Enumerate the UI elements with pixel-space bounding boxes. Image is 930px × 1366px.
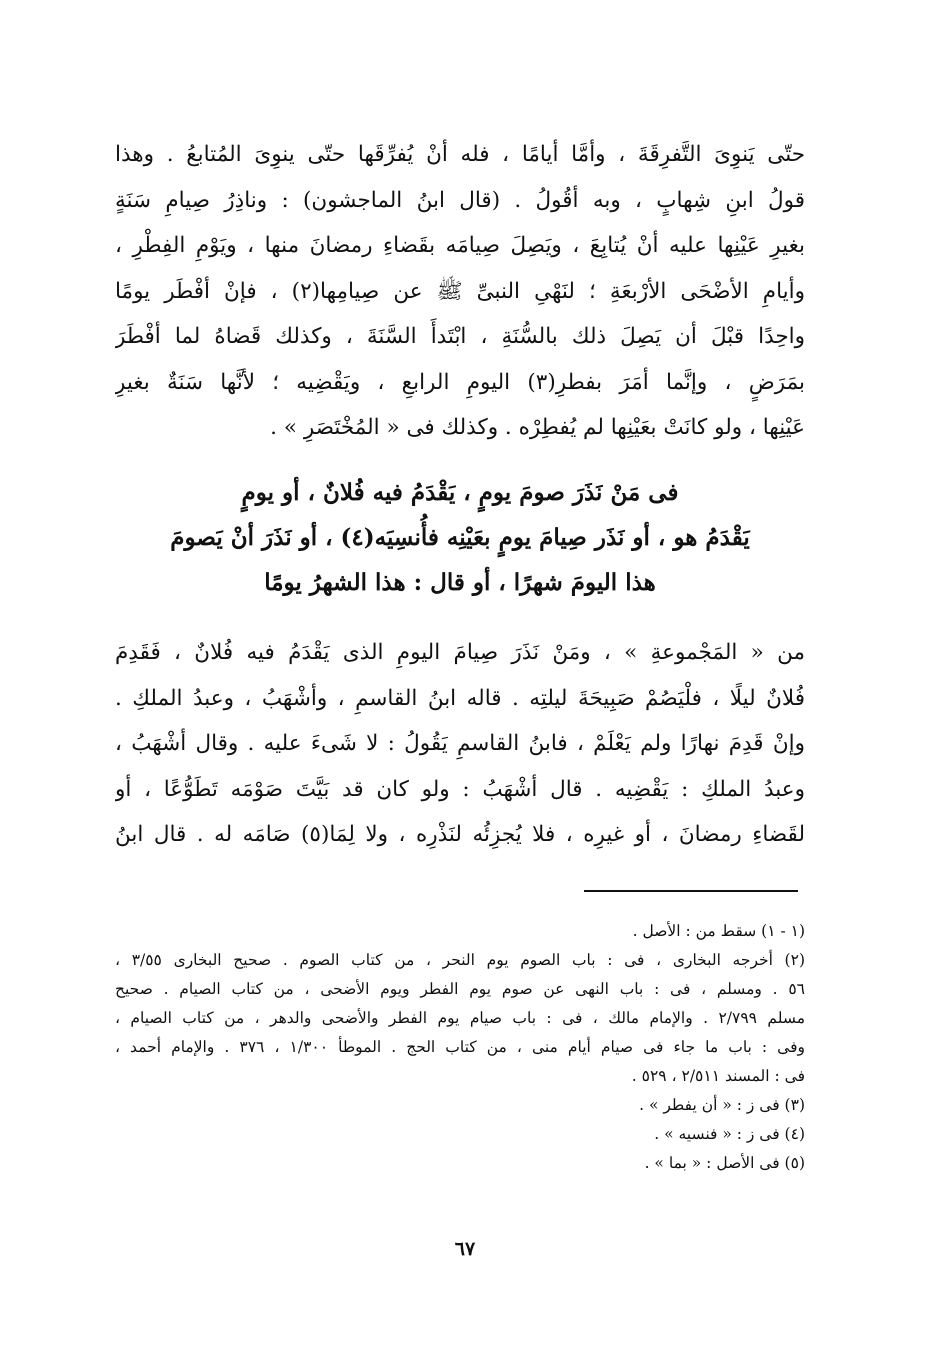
section-heading: [140, 470, 780, 605]
main-paragraph: [115, 132, 805, 451]
text-line: قولُ ابنِ شِهابٍ ، وبه أقُولُ . (قال ابنُ الماجشون) : وناذِرُ صِيامِ سَنَةٍ: [115, 187, 805, 213]
text-line: من « المَجْموعةِ » ، ومَنْ نَذَرَ صِيامَ اليومِ الذى يَقْدَمُ فيه فُلانٌ ، فَقَدِمَ: [115, 640, 805, 665]
footnote-line: (٢) أخرجه البخارى ، فى : باب الصوم يوم النحر ، من كتاب الصوم . صحيح البخارى ٣/٥٥ ،: [115, 951, 805, 969]
text-line: وأيامِ الأضْحَى الأرْبعَةِ ؛ لنَهْىِ النبىِّ ﷺ عن صِيامِها(٢) ، فإنْ أفْطَر يومًا: [115, 278, 805, 304]
heading-line: فى مَنْ نَذَرَ صومَ يومٍ ، يَقْدَمُ فيه فُلانٌ ، أو يومٍ: [241, 479, 679, 506]
footnote-line: وفى : باب ما جاء فى صيام أيام منى ، من كتاب الحج . الموطأ ١/٣٠٠ ، ٣٧٦ . والإمام أحمد ،: [115, 1038, 805, 1056]
footnote-line: (٥) فى الأصل : « بما » .: [644, 1154, 805, 1172]
footnote-divider: [584, 890, 798, 892]
footnote-line: (٣) فى ز : « أن يفطر » .: [639, 1096, 805, 1114]
heading-line: يَقْدَمُ هو ، أو نَذَر صِيامَ يومٍ بعَيْنِه فأُنسِيَه(٤) ، أو نَذَرَ أنْ يَصومَ: [170, 524, 750, 551]
footnote-line: ٥٦ . ومسلم ، فى : باب النهى عن صوم يوم الفطر ويوم الأضحى ، من كتاب الصيام . صحيح: [115, 980, 805, 998]
footnote-line: (١ - ١) سقط من : الأصل .: [632, 922, 805, 940]
footnotes: [115, 917, 805, 1178]
heading-line: هذا اليومَ شهرًا ، أو قال : هذا الشهرُ يومًا: [264, 569, 656, 596]
footnote-line: فى : المسند ٢/٥١١ ، ٥٢٩ .: [631, 1067, 805, 1085]
text-line: لقَضاءِ رمضانَ ، أو غيرِه ، فلا يُجزِئُه لنَذْرِه ، ولا لِمَا(٥) صَامَه له . قال ابنُ: [115, 822, 805, 847]
second-paragraph: [115, 630, 805, 858]
text-line: فُلانٌ ليلًا ، فلْيَصُمْ صَبِيحَةَ ليلتِه . قاله ابنُ القاسمِ ، وأشْهَبُ ، وعبدُ الملكِ .: [115, 685, 805, 711]
text-line: حتّى يَنوِىَ التَّفرِقَةَ ، وأمَّا أيامًا ، فله أنْ يُفرِّقَها حتّى ينوِىَ المُتابعُ . وهذا: [115, 142, 805, 167]
text-line: بغيرِ عَيْنِها عليه أنْ يُتابِعَ ، ويَصِلَ صِيامَه بقَضاءِ رمضانَ منها ، ويَوْمِ الفِطْرِ ،: [115, 233, 805, 258]
page-number: ٦٧: [454, 1238, 476, 1260]
text-line: وعبدُ الملكِ : يَقْضِيه . قال أشْهَبُ : ولو كان قد بَيَّتَ صَوْمَه تَطَوُّعًا ، أو: [115, 776, 805, 802]
text-line: بمَرَضٍ ، وإنَّما أمَرَ بفطرِ(٣) اليومِ الرابعِ ، ويَقْضِيه ؛ لأنَّها سَنَةٌ بغيرِ: [115, 369, 805, 395]
footnote-line: (٤) فى ز : « فنسيه » .: [654, 1125, 805, 1143]
text-line: عَيْنِها ، ولو كانَتْ بعَيْنِها لم يُفطِرْه . وكذلك فى « المُخْتَصَرِ » .: [270, 415, 805, 440]
footnote-line: مسلم ٢/٧٩٩ . والإمام مالك ، فى : باب صيام يوم الفطر والأضحى والدهر ، من كتاب الصيام ،: [115, 1009, 805, 1027]
text-line: واحِدًا قبْلَ أن يَصِلَ ذلك بالسُّنَةِ ، ابْتَدأَ السَّنَةَ ، وكذلك قَضاهُ لما أفْطَرَ: [115, 324, 805, 349]
text-line: وإنْ قَدِمَ نهارًا ولم يَعْلَمْ ، فابنُ القاسمِ يَقُولُ : لا شَىءَ عليه . وقال أشْهَبُ ،: [115, 731, 805, 756]
